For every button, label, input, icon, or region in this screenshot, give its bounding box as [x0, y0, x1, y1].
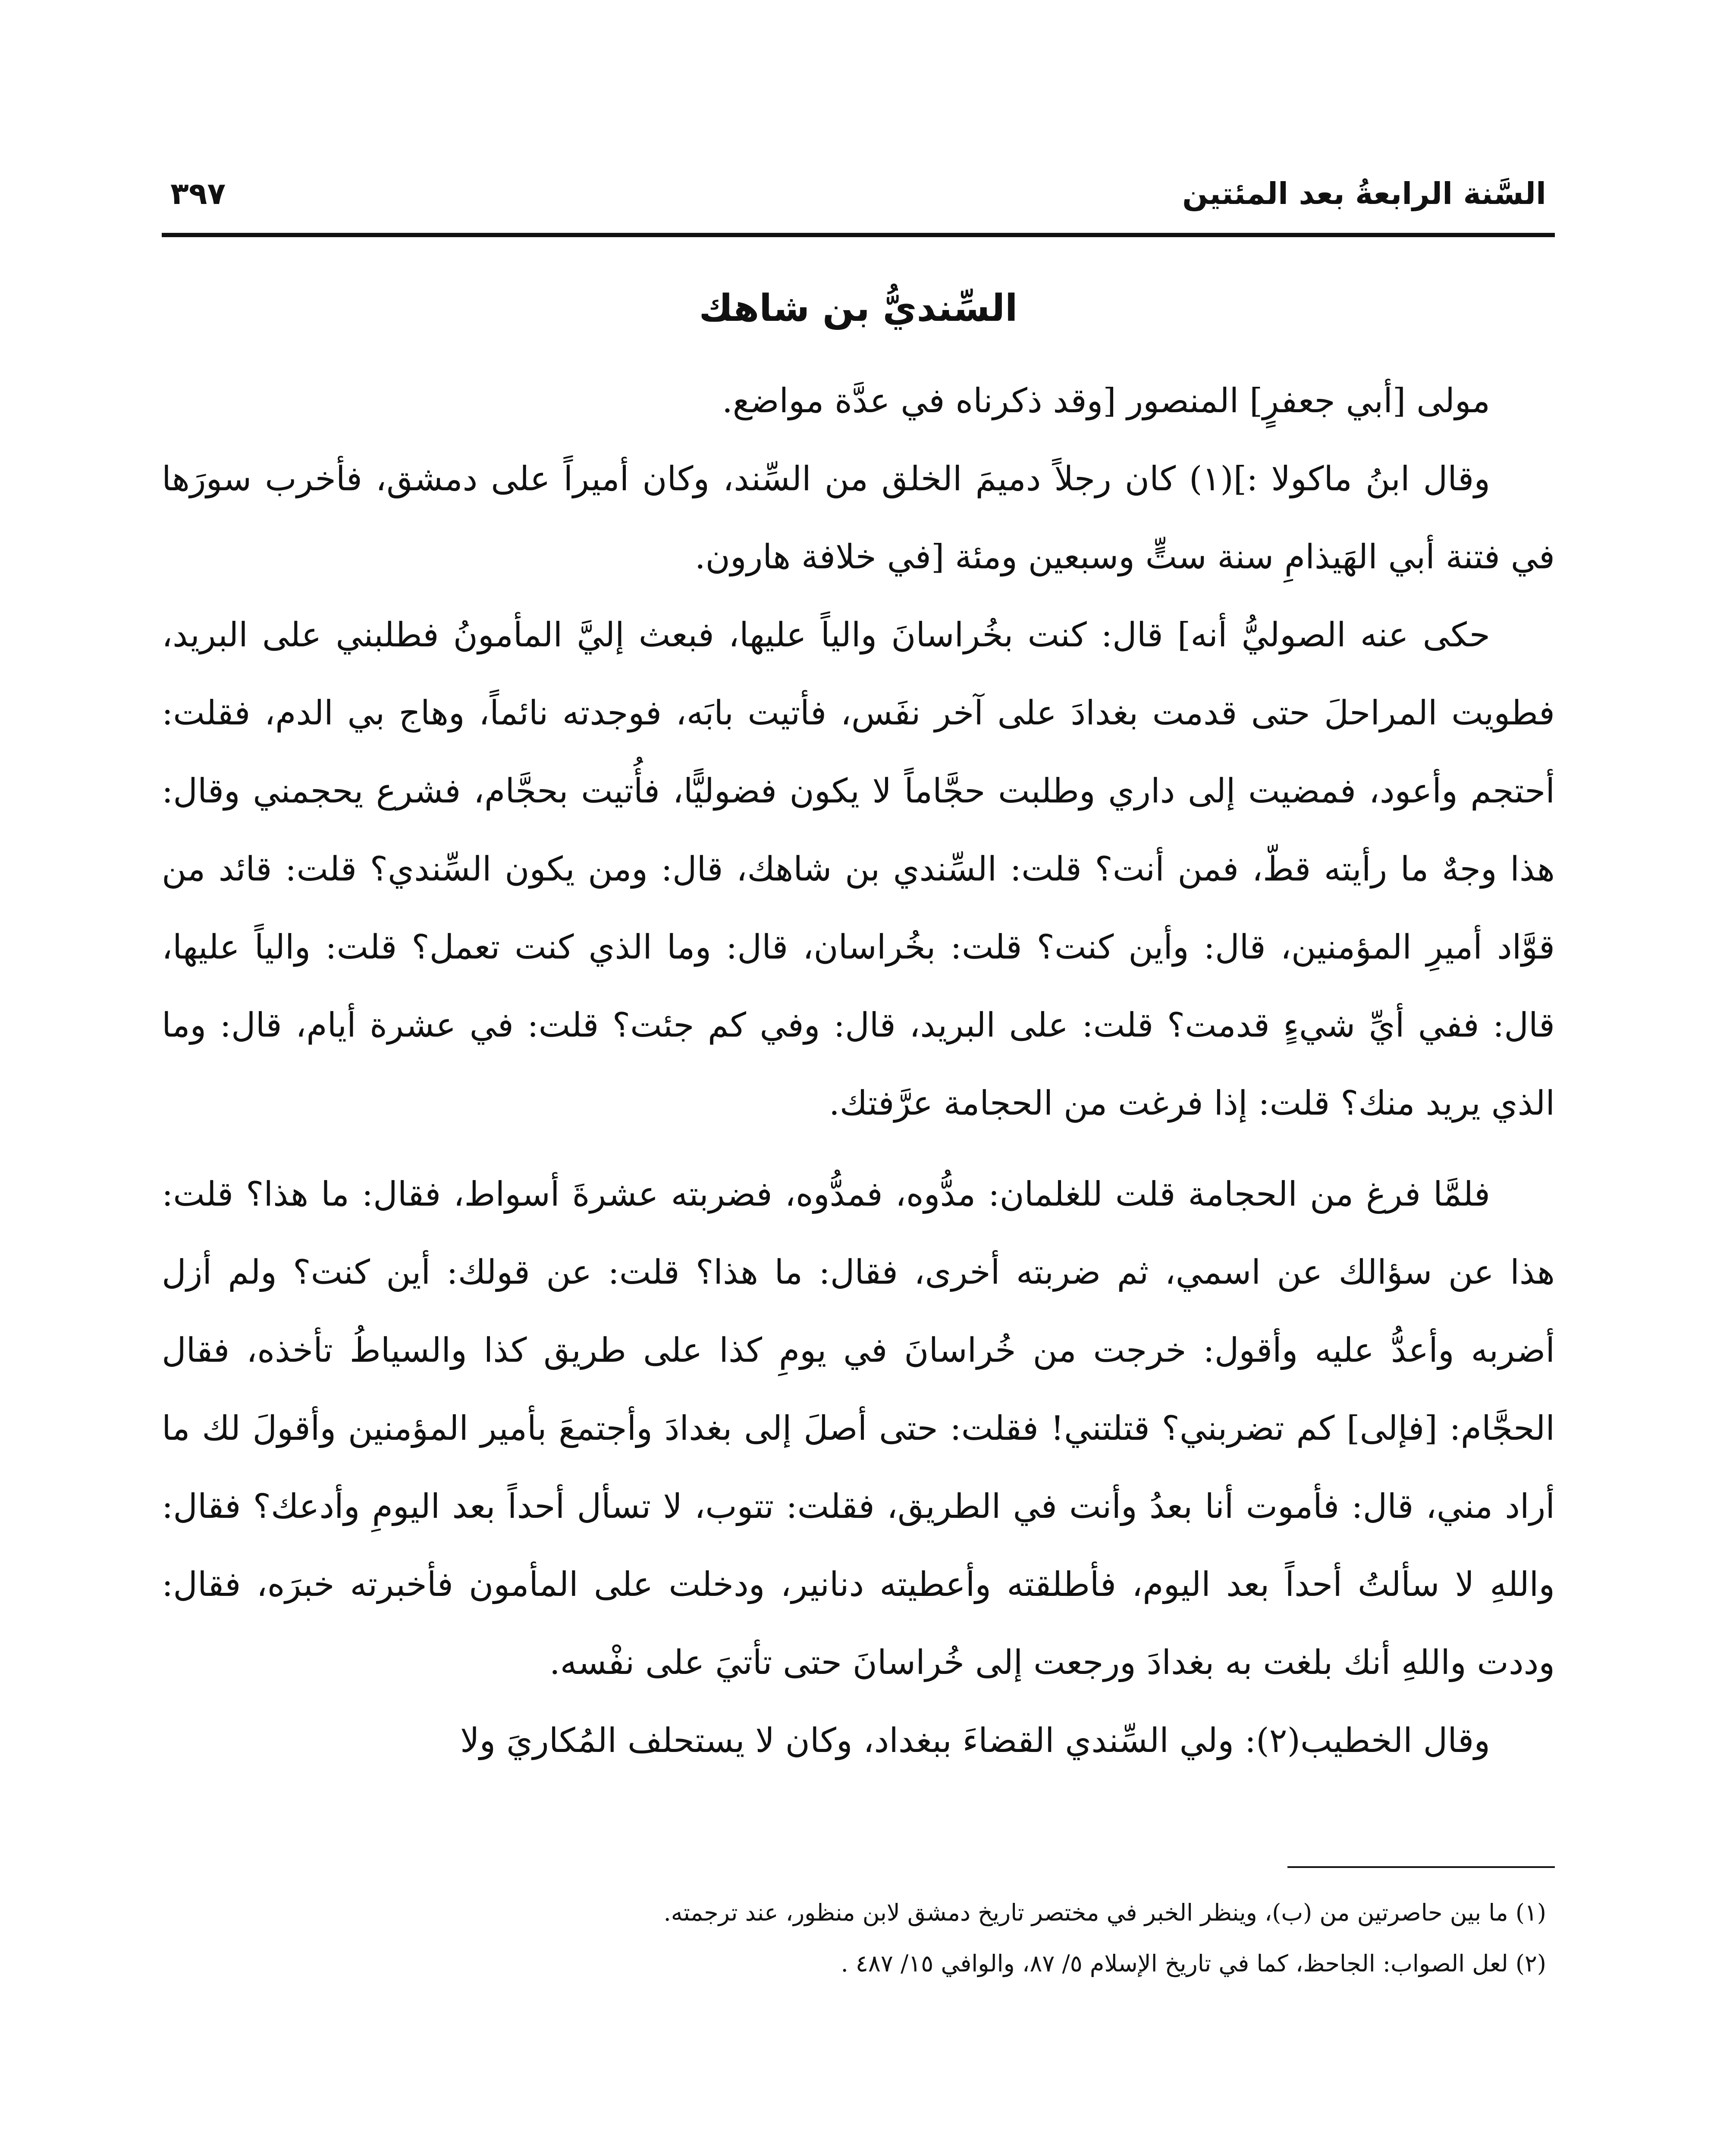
- section-title: السِّنديُّ بن شاهك: [699, 287, 1018, 330]
- footnotes: [162, 1887, 1555, 1989]
- page: [162, 129, 1555, 1989]
- paragraph: حكى عنه الصوليُّ أنه] قال: كنت بخُراسانَ والياً عليها، فبعث إليَّ المأمونُ فطلبني على البريد، فطويت المراحلَ حتى قدمت بغدادَ على آخر نفَس، فأتيت بابَه، فوجدته نائماً، وهاج بي الدم، فقلت: أحتجم وأعود، فمضيت إلى داري وطلبت حجَّاماً لا يكون فضوليًّا، فأُتيت بحجَّام، فشرع يحجمني وقال: هذا وجهٌ ما رأيته قطّ، فمن أنت؟ قلت: السِّندي بن شاهك، قال: ومن يكون السِّندي؟ قلت: قائد من قوَّاد أميرِ المؤمنين، قال: وأين كنت؟ قلت: بخُراسان، قال: وما الذي كنت تعمل؟ قلت: والياً عليها، قال: ففي أيِّ شيءٍ قدمت؟ قلت: على البريد، قال: وفي كم جئت؟ قلت: في عشرة أيام، قال: وما الذي يريد منك؟ قلت: إذا فرغت من الحجامة عرَّفتك.: [162, 616, 1555, 1123]
- running-title: السَّنة الرابعةُ بعد المئتين: [1182, 176, 1546, 211]
- footnote-divider: [1287, 1866, 1555, 1868]
- header-divider: [162, 233, 1555, 237]
- footnote: (١) ما بين حاصرتين من (ب)، وينظر الخبر في مختصر تاريخ دمشق لابن منظور، عند ترجمته.: [663, 1899, 1546, 1926]
- paragraph: وقال ابنُ ماكولا :](١) كان رجلاً دميمَ الخلق من السِّند، وكان أميراً على دمشق، فأخرب سورَها في فتنة أبي الهَيذامِ سنة ستٍّ وسبعين ومئة [في خلافة هارون.: [162, 460, 1555, 577]
- body-text: [162, 362, 1555, 1780]
- running-head: [162, 129, 1555, 211]
- page-number: ٣٩٧: [170, 176, 226, 211]
- paragraph: وقال الخطيب(٢): ولي السِّندي القضاءَ ببغداد، وكان لا يستحلف المُكاريَ ولا: [460, 1721, 1490, 1760]
- paragraph: فلمَّا فرغ من الحجامة قلت للغلمان: مدُّوه، فمدُّوه، فضربته عشرةَ أسواط، فقال: ما هذا؟ قلت: هذا عن سؤالك عن اسمي، ثم ضربته أخرى، فقال: ما هذا؟ قلت: عن قولك: أين كنت؟ ولم أزل أضربه وأعدُّ عليه وأقول: خرجت من خُراسانَ في يومِ كذا على طريق كذا والسياطُ تأخذه، فقال الحجَّام: [فإلى] كم تضربني؟ قتلتني! فقلت: حتى أصلَ إلى بغدادَ وأجتمعَ بأمير المؤمنين وأقولَ لك ما أراد مني، قال: فأموت أنا بعدُ وأنت في الطريق، فقلت: تتوب، لا تسأل أحداً بعد اليومِ وأدعك؟ فقال: واللهِ لا سألتُ أحداً بعد اليوم، فأطلقته وأعطيته دنانير، ودخلت على المأمون فأخبرته خبرَه، فقال: وددت واللهِ أنك بلغت به بغدادَ ورجعت إلى خُراسانَ حتى تأتيَ على نفْسه.: [162, 1175, 1555, 1682]
- paragraph: مولى [أبي جعفرٍ] المنصور [وقد ذكرناه في عدَّة مواضع.: [722, 382, 1490, 420]
- footnote: (٢) لعل الصواب: الجاحظ، كما في تاريخ الإسلام ٥/ ٨٧، والوافي ١٥/ ٤٨٧ .: [841, 1950, 1546, 1977]
